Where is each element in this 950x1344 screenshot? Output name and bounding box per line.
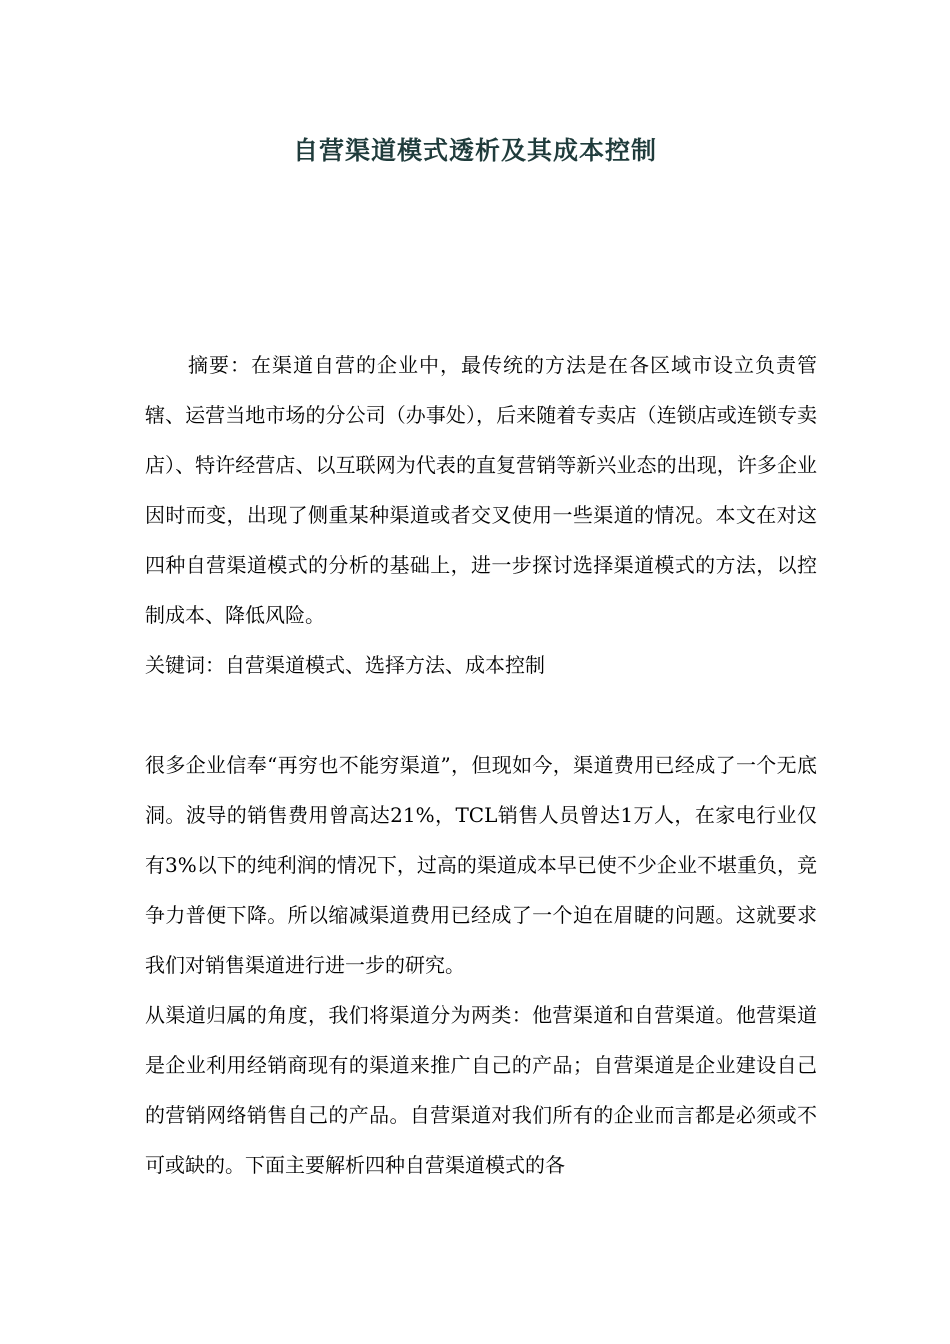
document-title: 自营渠道模式透析及其成本控制 — [292, 136, 657, 165]
body-paragraph-2: 从渠道归属的角度，我们将渠道分为两类：他营渠道和自营渠道。他营渠道是企业利用经销商现有的渠道来推广自己的产品；自营渠道是企业建设自己的营销网络销售自己的产品。自营渠道对我们所有的企业而言都是必须或不可或缺的。下面主要解析四种自营渠道模式的各 — [145, 1003, 817, 1177]
keywords-line: 关键词：自营渠道模式、选择方法、成本控制 — [145, 653, 545, 677]
body-paragraph-1: 很多企业信奉“再穷也不能穷渠道”，但现如今，渠道费用已经成了一个无底洞。波导的销售费用曾高达21%，TCL销售人员曾达1万人，在家电行业仅有3%以下的纯利润的情况下，过高的渠道成本早已使不少企业不堪重负，竞争力普便下降。所以缩减渠道费用已经成了一个迫在眉睫的问题。这就要求我们对销售渠道进行进一步的研究。 — [145, 753, 817, 977]
abstract-paragraph: 摘要：在渠道自营的企业中，最传统的方法是在各区域市设立负责管辖、运营当地市场的分公司（办事处），后来随着专卖店（连锁店或连锁专卖店）、特许经营店、以互联网为代表的直复营销等新兴业态的出现，许多企业因时而变，出现了侧重某种渠道或者交叉使用一些渠道的情况。本文在对这四种自营渠道模式的分析的基础上，进一步探讨选择渠道模式的方法，以控制成本、降低风险。 — [145, 353, 817, 627]
